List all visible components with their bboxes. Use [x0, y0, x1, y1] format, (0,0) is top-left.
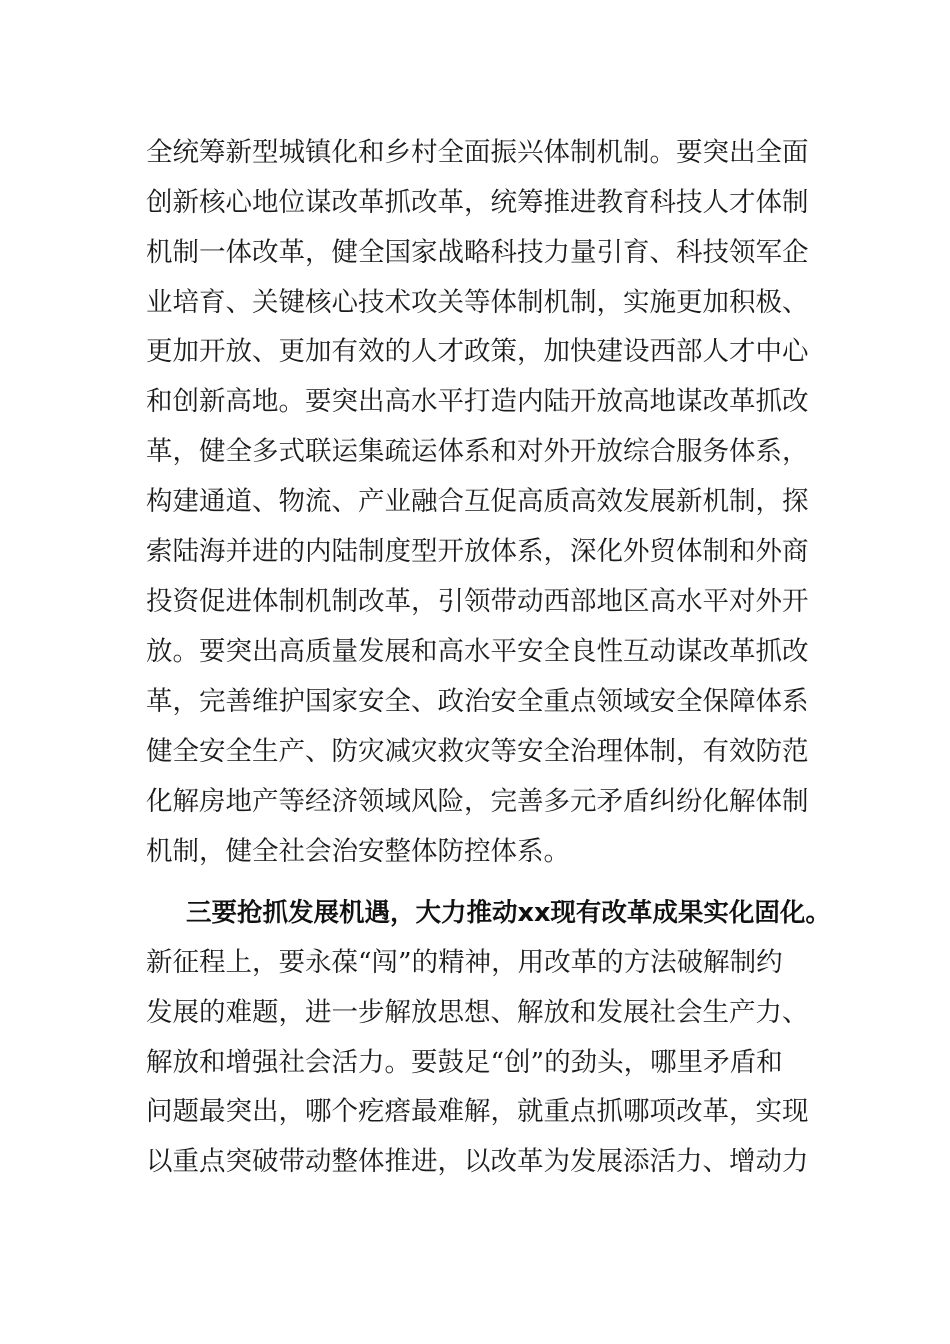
paragraph-1-line: 创新核心地位谋改革抓改革，统筹推进教育科技人才体制: [146, 187, 809, 218]
paragraph-2-heading: 三要抢抓发展机遇，大力推动xx现有改革成果实化固化。: [186, 898, 831, 928]
paragraph-1-line: 更加开放、更加有效的人才政策，加快建设西部人才中心: [146, 336, 809, 367]
paragraph-1-line: 革，完善维护国家安全、政治安全重点领域安全保障体系: [146, 686, 809, 717]
paragraph-1-line: 机制一体改革，健全国家战略科技力量引育、科技领军企: [146, 237, 809, 268]
paragraph-2-line: 以重点突破带动整体推进，以改革为发展添活力、增动力: [146, 1146, 809, 1177]
paragraph-1-line: 机制，健全社会治安整体防控体系。: [146, 836, 570, 867]
paragraph-1-line: 放。要突出高质量发展和高水平安全良性互动谋改革抓改: [146, 636, 809, 667]
paragraph-1-line: 化解房地产等经济领域风险，完善多元矛盾纠纷化解体制: [146, 786, 809, 817]
paragraph-1-line: 和创新高地。要突出高水平打造内陆开放高地谋改革抓改: [146, 386, 809, 417]
paragraph-2-line: 解放和增强社会活力。要鼓足“创”的劲头，哪里矛盾和: [146, 1047, 783, 1078]
paragraph-2-line: 问题最突出，哪个疙瘩最难解，就重点抓哪项改革，实现: [146, 1096, 809, 1127]
paragraph-1-line: 索陆海并进的内陆制度型开放体系，深化外贸体制和外商: [146, 536, 809, 567]
paragraph-1-line: 全统筹新型城镇化和乡村全面振兴体制机制。要突出全面: [146, 137, 809, 168]
paragraph-1-line: 构建通道、物流、产业融合互促高质高效发展新机制，探: [146, 486, 809, 517]
paragraph-2-line: 发展的难题，进一步解放思想、解放和发展社会生产力、: [146, 997, 809, 1028]
paragraph-2-line: 新征程上，要永葆“闯”的精神，用改革的方法破解制约: [146, 947, 783, 978]
paragraph-1-line: 革，健全多式联运集疏运体系和对外开放综合服务体系，: [146, 436, 809, 467]
paragraph-1-line: 业培育、关键核心技术攻关等体制机制，实施更加积极、: [146, 287, 809, 318]
paragraph-1-line: 健全安全生产、防灾减灾救灾等安全治理体制，有效防范: [146, 736, 809, 767]
paragraph-1-line: 投资促进体制机制改革，引领带动西部地区高水平对外开: [146, 586, 809, 617]
